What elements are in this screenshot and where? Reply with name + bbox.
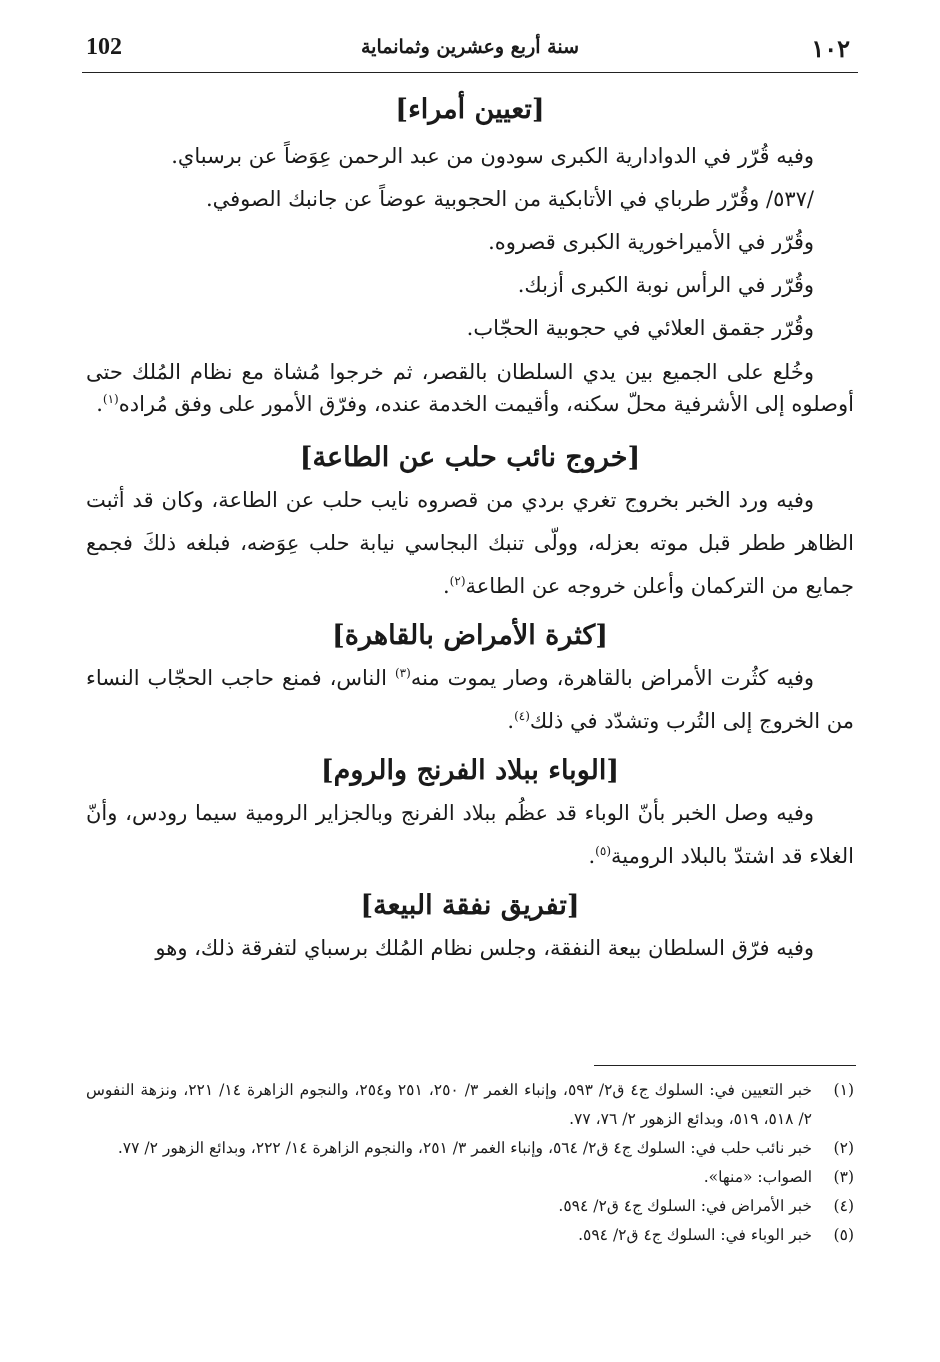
footnote-label: (٥)	[833, 1226, 854, 1244]
footnote-label: (٢)	[833, 1139, 854, 1157]
running-title: سنة أربع وعشرين وثمانماية	[360, 36, 579, 58]
footnote-ref: (١)	[102, 392, 119, 406]
footnote	[86, 1221, 854, 1250]
footnote	[86, 1163, 854, 1192]
page-number-latin: 102	[86, 34, 122, 60]
paragraph-text: وفيه وصل الخبر بأنّ الوباء قد عظُم ببلاد الفرنج وبالجزاير الرومية سيما رودس، وأنّ الغلاء قد اشتدّ بالبلاد الرومية	[86, 801, 854, 868]
footnote-text: خبر التعيين في: السلوك ج٤ ق٢/ ٥٩٣، وإنباء الغمر ٣/ ٢٥٠، ٢٥١ و٢٥٤، والنجوم الزاهرة ١٤/ ٢٢١، ونزهة النفوس ٢/ ٥١٨، ٥١٩، وبدائع الزهور ٢/ ٧٦، ٧٧.	[86, 1081, 812, 1128]
footnote-label: (١)	[833, 1081, 854, 1099]
paragraph-text: وفيه كثُرت الأمراض بالقاهرة، وصار يموت منه	[410, 666, 815, 690]
running-head	[82, 28, 858, 73]
footnote-ref: (٣)	[394, 666, 411, 680]
section-heading: [كثرة الأمراض بالقاهرة]	[332, 620, 608, 651]
paragraph	[86, 792, 854, 878]
footnote-rule	[594, 1065, 856, 1066]
paragraph-text: وخُلع على الجميع بين يدي السلطان بالقصر، ثم خرجوا مُشاة مع نظام المُلك حتى أوصلوه إلى الأشرفية محلّ سكنه، وأقيمت الخدمة عنده، وفرّق الأمور على وفق مُراده	[86, 360, 854, 416]
footnote-ref: (٥)	[595, 844, 611, 858]
page-number-arabic: ١٠٢	[811, 34, 850, 63]
section-heading: [تعيين أمراء]	[395, 94, 545, 125]
paragraph	[86, 479, 854, 608]
main-text	[86, 90, 854, 970]
footnote	[86, 1076, 854, 1134]
paragraph-text: وفيه ورد الخبر بخروج تغري بردي من قصروه نايب حلب عن الطاعة، وكان قد أثبت الظاهر ططر قبل موته بعزله، وولّى تنبك البجاسي نيابة حلب عِوَضه، فبلغه ذلكَ فجمع جمايع من التركمان وأعلن خروجه عن الطاعة	[86, 488, 854, 598]
paragraph-text: الناس، فمنع حاجب الحجّاب النساء من الخروج إلى التُرب وتشدّد في ذلك	[86, 666, 854, 733]
section-heading: [تفريق نفقة البيعة]	[360, 890, 580, 921]
paragraph: /٥٣٧/ وقُرّر طرباي في الأتابكية من الحجوبية عوضاً عن جانبك الصوفي.	[205, 187, 814, 211]
paragraph-tail: .	[96, 392, 103, 416]
footnote-text: خبر الأمراض في: السلوك ج٤ ق٢/ ٥٩٤.	[558, 1197, 812, 1215]
footnote-label: (٣)	[833, 1168, 854, 1186]
paragraph: وقُرّر جقمق العلائي في حجوبية الحجّاب.	[466, 316, 814, 340]
paragraph	[86, 356, 854, 420]
section-heading: [خروج نائب حلب عن الطاعة]	[299, 442, 641, 473]
section-heading: [الوباء ببلاد الفرنج والروم]	[320, 755, 620, 786]
paragraph-tail: .	[588, 844, 596, 868]
footnote-ref: (٤)	[514, 709, 530, 723]
footnote-text: خبر نائب حلب في: السلوك ج٤ ق٢/ ٥٦٤، وإنباء الغمر ٣/ ٢٥١، والنجوم الزاهرة ١٤/ ٢٢٢، وبدائع الزهور ٢/ ٧٧.	[117, 1139, 812, 1157]
footnote-label: (٤)	[833, 1197, 854, 1215]
paragraph: وقُرّر في الرأس نوبة الكبرى أزبك.	[517, 273, 814, 297]
paragraph-tail: .	[507, 709, 515, 733]
footnote	[86, 1134, 854, 1163]
paragraph: وفيه قُرّر في الدوادارية الكبرى سودون من عبد الرحمن عِوَضاً عن برسباي.	[171, 144, 814, 168]
footnote-ref: (٢)	[449, 574, 466, 588]
paragraph	[86, 657, 854, 743]
footnote	[86, 1192, 854, 1221]
paragraph: وقُرّر في الأميراخورية الكبرى قصروه.	[488, 230, 814, 254]
footnotes	[86, 1076, 854, 1250]
paragraph: وفيه فرّق السلطان بيعة النفقة، وجلس نظام المُلك برسباي لتفرقة ذلك، وهو	[155, 936, 814, 960]
paragraph-tail: .	[442, 574, 450, 598]
footnote-text: خبر الوباء في: السلوك ج٤ ق٢/ ٥٩٤.	[578, 1226, 812, 1244]
footnote-text: الصواب: «منها».	[703, 1168, 812, 1186]
